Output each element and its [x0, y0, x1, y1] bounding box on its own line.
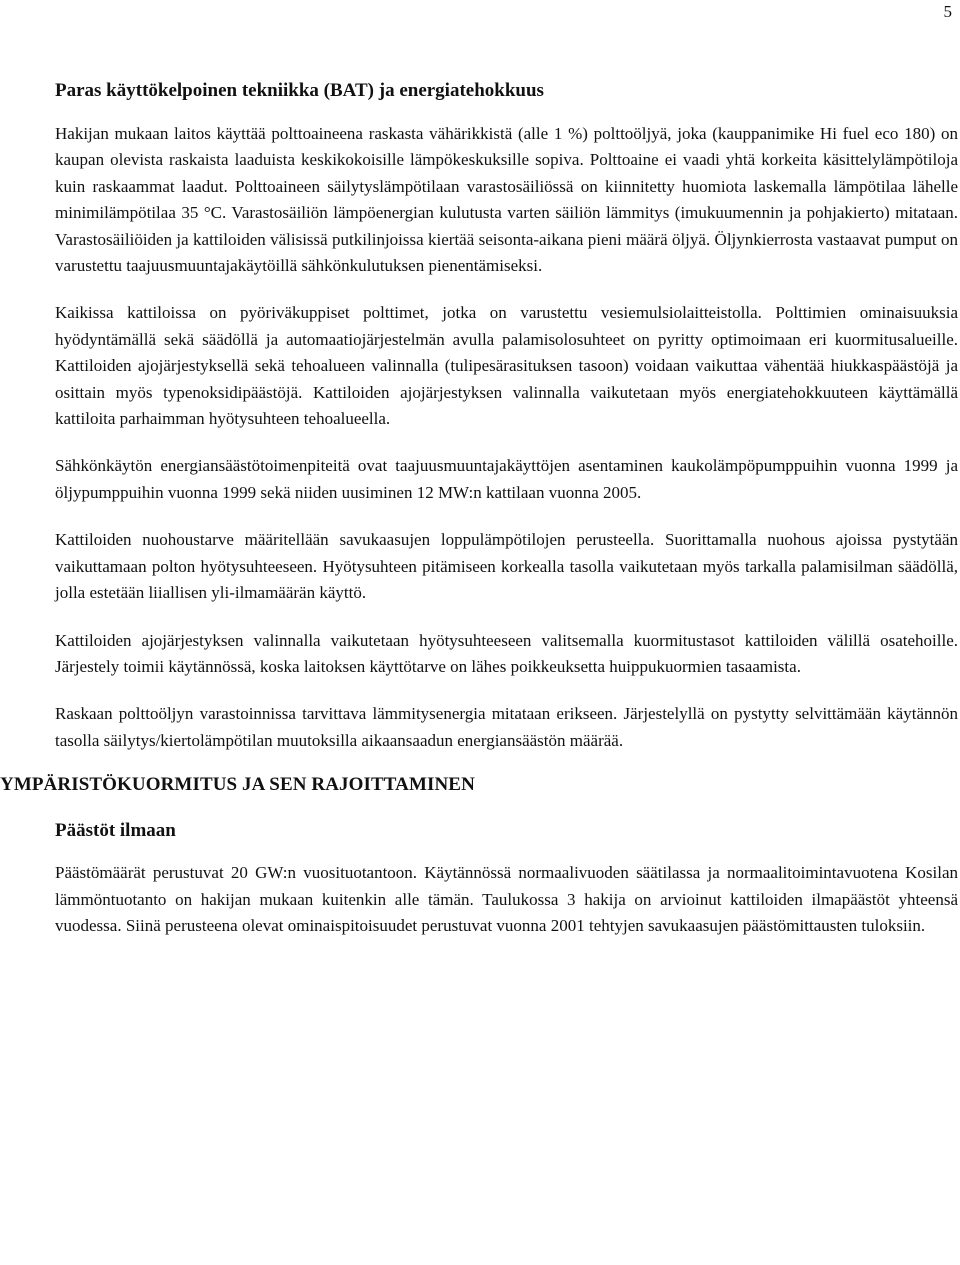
paragraph-run-order: Kattiloiden ajojärjestyksen valinnalla vaikutetaan hyötysuhteeseen valitsemalla kuormitustasot kattiloiden välillä osatehoille. Järjestely toimii käytännössä, koska laitoksen käyttötarve on lähes poikkeuksetta huippukuormien tasaamista. — [55, 630, 958, 676]
subsection-title: Päästöt ilmaan — [55, 820, 176, 842]
paragraph-sooting: Kattiloiden nuohoustarve määritellään savukaasujen loppulämpötilojen perusteella. Suorittamalla nuohous ajoissa pystytään vaikuttamaan polton hyötysuhteeseen. Hyötysuhteen pitämiseen korkealla tasolla vaikutetaan myös tarkalla palamisilman säädöllä, jolla estetään liiallisen yli-ilmamäärän käyttö. — [55, 530, 958, 603]
document-body — [0, 78, 958, 939]
paragraph-burners: Kaikissa kattiloissa on pyöriväkuppiset polttimet, jotka on varustettu vesiemulsiolaitteistolla. Polttimien ominaisuuksia hyödyntämällä sekä säädöllä ja automaatiojärjestelmän avulla palamisolosuhteet on pyritty optimoimaan eri kuormitusalueille. Kattiloiden ajojärjestyksellä sekä tehoalueen valinnalla (tulipesärasituksen tasoon) voidaan vaikuttaa vähentää hiukkaspäästöjä ja osittain myös typenoksidipäästöjä. Kattiloiden ajojärjestyksen valinnalla vaikutetaan myös energiatehokkuuteen käyttämällä kattiloita parhaimman hyötysuhteen tehoalueella. — [55, 303, 958, 429]
section-title: Paras käyttökelpoinen tekniikka (BAT) ja energiatehokkuus — [55, 80, 544, 101]
page-number: 5 — [943, 2, 952, 21]
paragraph-electricity-saving: Sähkönkäytön energiansäästötoimenpiteitä ovat taajuusmuuntajakäyttöjen asentaminen kaukolämpöpumppuihin vuonna 1999 ja öljypumppuihin vuonna 1999 sekä niiden uusiminen 12 MW:n kattilaan vuonna 2005. — [55, 456, 958, 502]
paragraph-emissions: Päästömäärät perustuvat 20 GW:n vuosituotantoon. Käytännössä normaalivuoden säätilassa ja normaalitoimintavuotena Kosilan lämmöntuotanto on hakijan mukaan kuitenkin alle tämän. Taulukossa 3 hakija on arvioinut kattiloiden ilmapäästöt yhteensä vuodessa. Siinä perusteena olevat ominaispitoisuudet perustuvat vuonna 2001 tehtyjen savukaasujen päästömittausten tuloksiin. — [55, 863, 958, 935]
paragraph-fuel: Hakijan mukaan laitos käyttää polttoaineena raskasta vähärikkistä (alle 1 %) polttoöljyä, joka (kauppanimike Hi fuel eco 180) on kaupan olevista raskaista laaduista keskikokoisille lämpökeskuksille sopiva. Polttoaine ei vaadi yhtä korkeita käsittelylämpötiloja kuin raskaammat laadut. Polttoaineen säilytyslämpötilaan varastosäiliössä on kiinnitetty huomiota laskemalla lämpötilaa lähelle minimilämpötilaa 35 °C. Varastosäiliön lämpöenergian kulutusta varten säiliön lämmitys (imukuumennin ja pohjakierto) mitataan. Varastosäiliöiden ja kattiloiden välisissä putkilinjoissa kiertää seisonta-aikana pieni määrä öljyä. Öljynkierrosta vastaavat pumput on varustettu taajuusmuuntajakäytöillä sähkönkulutuksen pienentämiseksi. — [55, 124, 958, 276]
chapter-title: YMPÄRISTÖKUORMITUS JA SEN RAJOITTAMINEN — [0, 774, 475, 796]
paragraph-heating-energy: Raskaan polttoöljyn varastoinnissa tarvittava lämmitysenergia mitataan erikseen. Järjestelyllä on pystytty selvittämään käytännön tasolla säilytys/kiertolämpötilan muutoksilla aikaansaadun energiansäästön määrää. — [55, 704, 958, 750]
